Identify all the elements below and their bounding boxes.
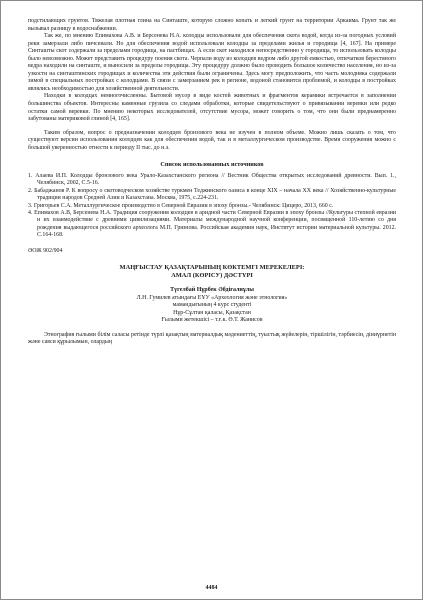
paragraph-finds: Находки в колодцах немногочисленны. Бытовой мусор в виде костей животных и фрагментов керамики встречается в заполнении большинства объектов. Интересны каменные грузила со следами обработки, которые свидетельствуют о привязывании веревки или редко остатки самой веревки. По мнению некоторых исследователей, отсутствие мусора, может говорить о том, что они были преднамеренно забутованы материковой глиной [4, 165]. [28, 93, 396, 123]
paragraph-wells-livestock: Так же, по мнению Епимахова А.В. и Берсенева Н.А. колодцы использовали для обеспечения скота водой, когда из-за погодных условий реки замерзали либо пичсевали. Но для обеспечения водой использовали колодцы за пределами жилья и городища [4, 167]. На примере Синташты скот содержали за пределами городища, на пастбищах. А если скот находился непосредственно у городища, то использовать колодцы было невозможно. Может представить процедуру поения скота. Черпали воду из колодцев ведром либо другой емкостью, отпечатков берестяного ведра находили на синташте, и выносили за пределы городища. Эту процедуру должно было проводить большое количество населения, но из-за узкости на синташтинских городищах и количества эти действия были ограничены. Здесь могу предположить, что часть молодняка содержали зимой в специальных постройках с колодцами. В связи с замерзанием рек в регионе, водоной становится проблемой, и колодцы в постройках являлись необходимостью для хозяйственной деятельности. [28, 33, 396, 92]
reference-item: 3. Григорьев С.А. Металлургическое производство в Северной Евразии в эпоху бронзы.- Челябинск: Цицеро, 2013, 660 с. [28, 202, 334, 209]
article-title-line-2: АМАЛ (КӨРІСУ) ДӘСТҮРІ [171, 272, 253, 280]
reference-item: 2. Бабаджанов Р. К вопросу о скотоводческом хозяйстве туркмен Теджинского оазиса в конце XIX – начала XX века // Хозяйственно-культурные традиции народов Средней Азии и Казахстана. Москва, 1975, с.224-231. [28, 187, 396, 202]
reference-item: 1. Алаева И.П. Колодцы бронзового века Урало-Казахстанского региона // Вестник Общества открытых исследований древности. Вып. 1., Челябинск, 2002, С.5-16. [28, 172, 396, 187]
article-title [28, 264, 396, 280]
affiliation-line: мамандығының 4 курс студенті [172, 302, 252, 309]
paragraph-continued: подстилающих грунтов. Тяжелая плотная глина на Синташте, которую сложно копать и легкий грунт на территории Аркаима. Грунт так же вызывал разницу в водоснабжении. [28, 18, 396, 32]
author-name: Түгелбай Нұрбек Әбдіғалиұлы [170, 287, 254, 294]
paragraph-conclusion: Таким образом, вопрос о предназначении колодцев бронзового века не изучен в полном объеме. Можно лишь сказать о том, что существуют версии использования колодцев как для обеспечения водой, так и в металлургическом производстве. Время сооружения можно с большой уверенностью отнести к периоду II тыс. до н.э. [28, 129, 396, 151]
page-content [28, 18, 396, 347]
affiliation-line: Л.Н. Гумилев атындағы ЕҰУ «Археология және этнология» [136, 294, 288, 301]
affiliation-line: Ғылыми жетекшісі – т.ғ.к. Ө.Т. Жанисов [161, 317, 263, 324]
article-title-line-1: МАҢҒЫСТАУ ҚАЗАҚТАРЫНЫҢ КӨКТЕМГІ МЕРЕКЕЛЕРІ: [119, 264, 305, 272]
references-list [28, 173, 396, 240]
udk-code: ӘОЖ 902/904 [28, 247, 63, 254]
affiliation-line: Нұр-Сұлтан қаласы, Қазақстан [173, 309, 251, 316]
reference-item: 4. Епимахов А.В, Берсенева Н.А. Традиция сооружения колодцев в аридной части Северной Евразии в эпоху бронзы //Культуры степной евразии и их взаимодействие с древними цивилизациями. Материалы международной научной конференции, посвященной 110-летию со дня рождения выдающегося российского археолога М.П. Грязнова. Российская академия наук, Институт истории материальной культуры. 2012. С.164-168. [28, 209, 396, 239]
page-number: 4484 [205, 585, 218, 591]
references-title: Список использованных источников [160, 161, 264, 169]
article-intro-paragraph: Этнография ғылыми білім саласы ретінде түрлі қазақтың материалдық мәдениеттің, туыстық жүйелерін, тіршілігін, тәрбиесін, діниүрнетін және савси құрылымын, олардың [28, 331, 396, 346]
